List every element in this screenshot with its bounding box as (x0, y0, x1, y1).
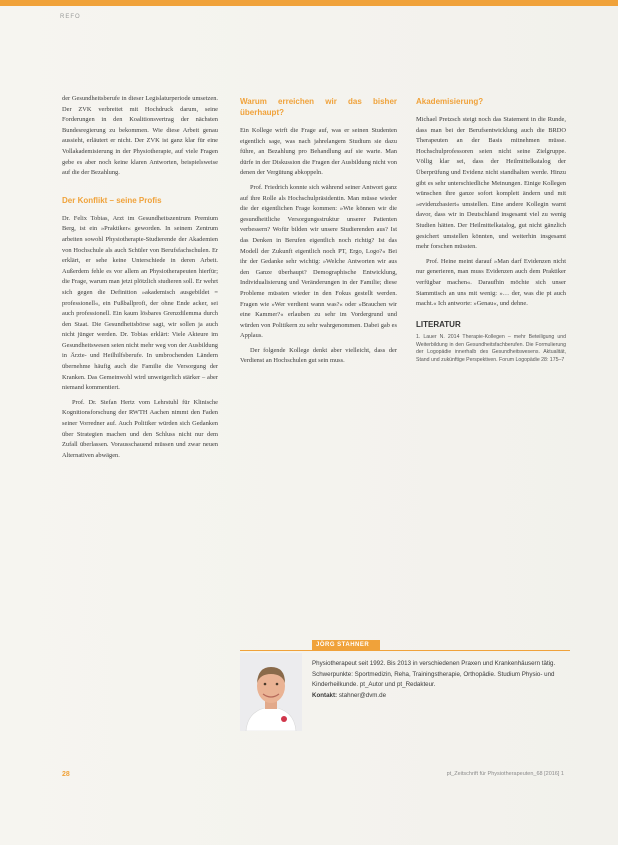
author-bio (312, 659, 568, 701)
paragraph: Prof. Friedrich konnte sich während seiner Antwort ganz auf ihre Rolle als Hochschulpräsidentin. Man müsse wieder die der eigentlichen Frage kommen: »Wie können wir die gesundheitliche Versorgungsstruktur unserer Patienten verbessern? Wofür bilden wir unsere Studierenden aus? Ist das Denken in Berufen eigentlich noch richtig? Ist das Modell der Zukunft eigentlich noch PT, Ergo, Logo?« Bei ihr der Gedanke sehr wichtig: »Welche Antworten wir aus den Ganze überhaupt? Demographische Entwicklung, Individualisierung und Veränderungen in der Familie; diese Probleme müssten wieder in den Fokus gestellt werden. Fragen wie »Wer verdient wann was?« oder »Brauchen wir eine Kammer?« erlauben zu sehr im Vordergrund und würden von Politikern zu sehr wahrgenommen. Dabei gab es Applaus. (240, 183, 397, 340)
column-3 (416, 96, 566, 365)
paragraph: Dr. Felix Tobias, Arzt im Gesundheitszentrum Premium Berg, ist ein »Praktiker« geworden. In seinem Zentrum arbeiten sowohl Physiotherapie-Studierende der Akademien von Hochschule als auch Schüler von Berufsfachschulen. Er erklärt, er sehe keine Unterschiede in deren Arbeit. Außerdem fehle es vor allem an Physiotherapeuten hierfür; die Frage, warum man jetzt plötzlich studieren soll. Er wehrt sich gegen die Definition »akademisch ausgebildet = professionell«, ein Fußballprofi, der ohne Ende acker, sei auch professionell. Ein kaum lösbares Grenzdilemma durch den Staat. Die Gesundheitsbörse sagt, wir sollen ja auch nicht jünger werden. Dr. Tobias erklärt: Viele Akteure im Gesundheitswesen seien nicht mehr weg von der Ausbildung in Ärzte- und Heilhilfsberufe. In umbrochenden Ländern übernehme häufig auch die Familie die Versorgung der Kranken. Das Gemeinwohl wird unweigerlich stärker – aber niemand kommentiert. (62, 214, 218, 392)
section-heading: Warum erreichen wir das bisher überhaupt? (240, 97, 397, 117)
paragraph: Der folgende Kollege denkt aber vielleicht, dass der Verdienst an Hochschulen gut sein muss. (240, 346, 397, 365)
page-number: 28 (62, 771, 70, 778)
author-portrait-icon (240, 653, 302, 731)
paragraph: Ein Kollege wirft die Frage auf, was er seinen Studenten eigentlich sage, was nach jahrelangem Studium sie dazu führe, an Bezahlung pro Behandlung auf sie warte. Man dürfe in der Diskussion die Fragen der Ausbildung nicht von denen der Vergütung abkoppeln. (240, 127, 397, 177)
paragraph: Prof. Heine meint darauf »Man darf Evidenzen nicht nur generieren, man muss Evidenzen auch dem Praktiker verfügbar machen«. Daraufhin möchte sich unser Stammtisch an uns mit wenig: »… der, was die pt auch macht.« Ich antworte: »Genau«, und dehne. (416, 257, 566, 308)
author-bio-text: Physiotherapeut seit 1992. Bis 2013 in verschiedenen Praxen und Krankenhäusern tätig. Schwerpunkte: Sportmedizin, Reha, Trainingstherapie, Orthopädie. Studium Physio- und Kinderheilkunde. pt_Autor und pt_Redakteur. (312, 660, 556, 688)
author-name-tag: JÖRG STAHNER (312, 640, 380, 650)
journal-footer: pt_Zeitschrift für Physiotherapeuten_68 [2016] 1 (446, 771, 564, 777)
literature-entry: 1. Lauer N. 2014 Therapie-Kollegen – mehr Beteiligung und Weiterbildung in den Gesundheitsfachberufen. Die Formulierung der Logopädie innerhalb des Gesundheitswesens. Aktualität, Stand und zukünftige Perspektiven. Forum Logopädie 28: 175–7 (416, 334, 566, 364)
top-accent-bar (0, 0, 618, 6)
column-1 (62, 94, 218, 465)
author-photo (240, 653, 302, 731)
contact-email[interactable]: stahner@dvm.de (338, 691, 387, 699)
section-heading: Akademisierung? (416, 97, 484, 106)
literature-heading: LITERATUR (416, 319, 461, 329)
paragraph: Prof. Dr. Stefan Hertz vom Lehrstuhl für Klinische Kognitionsforschung der RWTH Aachen nimmt den Faden seiner Vorredner auf. Auch Politiker würden sich Gedanken über Strategien machen und den Schluss nicht nur dem Zufall überlassen. Vorausschauend müssen und zwar neuen Alternativen abwägen. (62, 398, 218, 459)
section-heading: Der Konflikt – seine Profis (62, 195, 162, 205)
author-box (240, 650, 570, 733)
paragraph: Michael Pretzsch steigt noch das Statement in die Runde, dass man bei der Berufsentwicklung auch die BRDO Therapeuten an der Basis mitnehmen müsse. Hochschulprofessoren seien nicht seine Zielgruppe. Völlig klar sei, dass der Heilmittelkatalog der Überprüfung und Evidenz nicht standhalten werde. Hinzu gibt es sehr unterschiedliche Meinungen. Einige Kollegen wünschen ihre ganze sofort komplett ändern und mit »evidenzbasiert« umstellen. Eine andere Kollegin warnt davor, dass wir in Deutschland insgesamt viel zu wenig Studien hätten. Der Heilmittelkatalog, gut nicht gänzlich gesichert umstellen könnten, und weiterhin insgesamt mehr forschen müssten. (416, 116, 566, 251)
paragraph: der Gesundheitsberufe in dieser Legislaturperiode umsetzen. Der ZVK verbreitet mit Hochdruck darum, seine Forderungen in den Koalitionsvertrag der nächsten Bundesregierung zu bekommen. Wie diese Arbeit genau aussieht, erläutert er nicht. Der ZVK ist ganz klar für eine Vollakademisierung in der Physiotherapie, auf viele Fragen gebe es aber noch keine klaren Antworten, beispielsweise auf die der Bezahlung. (62, 95, 218, 177)
section-rubric: REFO (60, 14, 81, 20)
column-2 (240, 96, 397, 371)
contact-label: Kontakt: (312, 691, 338, 699)
